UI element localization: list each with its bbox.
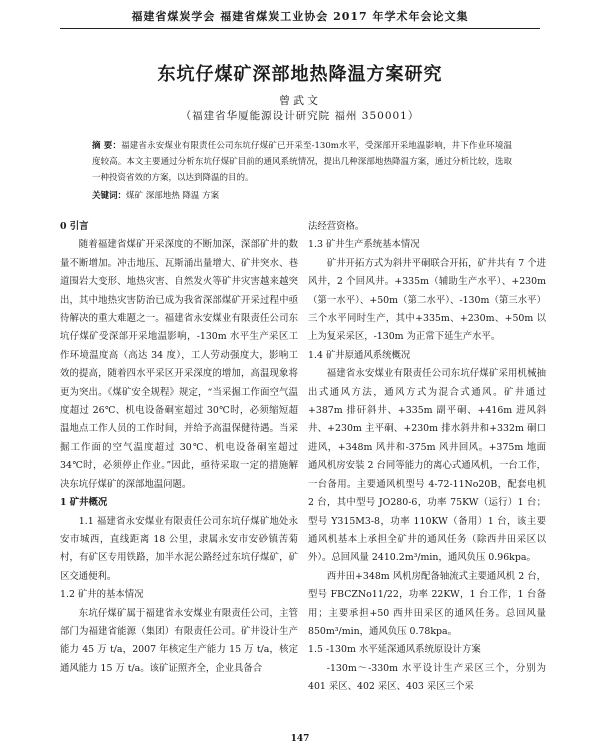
section-heading: 1 矿井概况 — [60, 497, 108, 509]
page-number: 147 — [290, 734, 310, 744]
keywords — [92, 188, 512, 204]
body-paragraph: 西井田+348m 风机房配备轴流式主要通风机 2 台，型号 FBCZNo11/22，功率 22KW，1 台工作，1 台备用；主要承担+50 西井田采区的通风任务。总回风量 850m³/min，通风负压 0.78kpa。 — [308, 570, 546, 637]
body-paragraph: 矿井开拓方式为斜井平硐联合开拓，矿井共有 7 个进风井，2 个回风井。+335m（辅助生产水平）、+230m（第一水平）、+50m（第二水平）、-130m（第三水平）三个水平同时生产，其中+335m、+230m、+50m 以上为复采采区，-130m 为正常下延生产水平。 — [308, 257, 546, 343]
running-header: 福建省煤炭学会 福建省煤炭工业协会 2017 年学术年会论文集 — [131, 10, 469, 23]
body-paragraph-continued: 法经营资格。 — [308, 221, 365, 232]
abstract-text: 福建省永安煤业有限责任公司东坑仔煤矿已开采至-130m水平，受深部开采地温影响，井下作业环境温度较高。本文主要通过分析东坑仔煤矿目前的通风系统情况，提出几种深部地热降温方案，通过分析比较，选取一种投资省效的方案，以达到降温的目的。 — [92, 141, 512, 183]
author-name: 曾武文 — [279, 94, 321, 107]
body-paragraph: 福建省永安煤业有限责任公司东坑仔煤矿采用机械抽出式通风方法，通风方式为混合式通风。矿井通过+387m 排矸斜井、+335m 副平硐、+416m 进风斜井、+230m 主平硐、+230m 排水斜井和+332m 硐口进风，+348m 风井和-375m 风井回风。+375m 地面通风机房安装 2 台同等能力的离心式通风机，一台工作，一台备用。主要通风机型号 4-72-11No20B，配套电机 2 台，其中型号 JO280-6，功率 75KW（运行）1 台；型号 Y315M3-8，功率 110KW（备用）1 台，该主要通风机基本上承担全矿井的通风任务（除西井田采区以外）。总回风量 2410.2m³/min，通风负压 0.96kpa。 — [308, 368, 546, 564]
header-rule — [60, 28, 540, 29]
right-column — [308, 218, 546, 697]
subsection-heading: 1.3 矿井生产系统基本情况 — [308, 239, 420, 251]
body-paragraph: 东坑仔煤矿属于福建省永安煤业有限责任公司，主管部门为福建省能源（集团）有限责任公司。矿井设计生产能力 45 万 t/a，2007 年核定生产能力 15 万 t/a，核定通风能力 15 万 t/a。该矿证照齐全，企业具备合 — [60, 607, 298, 674]
paper-title: 东坑仔煤矿深部地热降温方案研究 — [157, 64, 443, 85]
body-paragraph: 随着福建省煤矿开采深度的不断加深，深部矿井的数量不断增加。冲击地压、瓦斯涌出量增大、矿井突水、巷道围岩大变形、地热灾害、自然发火等矿井灾害越来越突出，其中地热灾害防治已成为我省深部煤矿开采过程中亟待解决的重大难题之一。福建省永安煤业有限责任公司东坑仔煤矿受深部开采地温影响，-130m 水平生产采区工作环境温度高（高达 34 度），工人劳动强度大，影响工效的提高，随着四水平采区开采深度的增加，高温现象将更为突出。《煤矿安全规程》规定，“当采掘工作面空气温度超过 26℃、机电设备硐室超过 30℃时，必须缩短超温地点工作人员的工作时间，并给予高温保健待遇。当采掘工作面的空气温度超过 30℃、机电设备硐室超过 34℃时，必须停止作业。”因此，亟待采取一定的措施解决东坑仔煤矿的深部地温问题。 — [60, 239, 298, 490]
abstract-label: 摘 要： — [92, 141, 122, 151]
subsection-heading: 1.4 矿井原通风系统概况 — [308, 349, 411, 361]
author-affiliation: （福建省华厦能源设计研究院 福州 350001） — [180, 110, 420, 122]
abstract — [92, 138, 512, 186]
keywords-text: 煤矿 深部地热 降温 方案 — [126, 191, 220, 201]
left-column — [60, 218, 298, 678]
section-heading: 0 引言 — [60, 221, 89, 232]
body-paragraph: -130m～-330m 水平设计生产采区三个，分别为 401 采区、402 采区、403 采区三个采 — [308, 662, 546, 693]
keywords-label: 关键词： — [92, 191, 127, 201]
body-paragraph: 1.1 福建省永安煤业有限责任公司东坑仔煤矿地处永安市城西，直线距离 18 公里，隶属永安市安砂镇苦菊村，有矿区专用铁路，加半水泥公路经过东坑仔煤矿，矿区交通便利。 — [60, 515, 298, 582]
subsection-heading: 1.2 矿井的基本情况 — [60, 589, 144, 601]
subsection-heading: 1.5 -130m 水平延深通风系统原设计方案 — [308, 644, 481, 656]
